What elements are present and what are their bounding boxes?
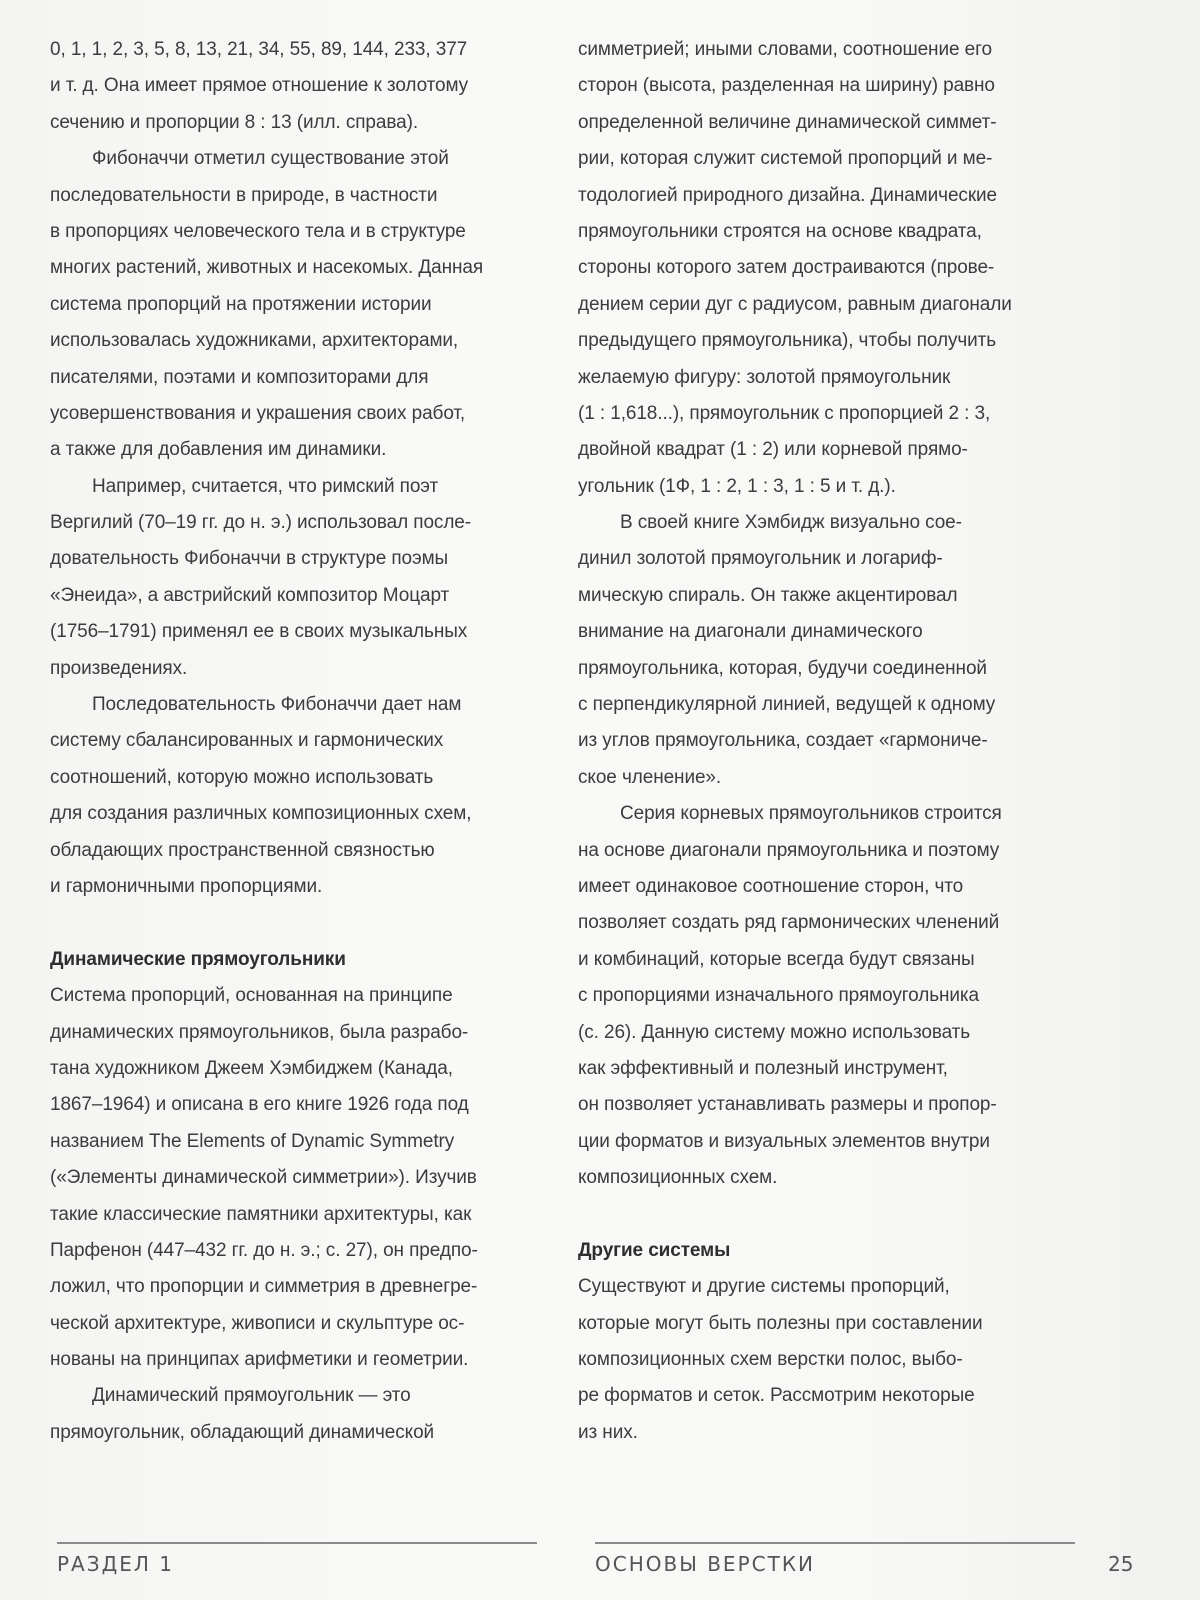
text-line: композиционных схем верстки полос, выбо- xyxy=(578,1349,963,1371)
text-line: имеет одинаковое соотношение сторон, что xyxy=(578,875,964,897)
footer-section-label: РАЗДЕЛ 1 xyxy=(57,1552,174,1576)
text-line: нованы на принципах арифметики и геометрии. xyxy=(50,1349,469,1371)
text-line: (1756–1791) применял ее в своих музыкальных xyxy=(50,621,468,643)
text-line: (с. 26). Данную систему можно использовать xyxy=(578,1021,971,1043)
section-heading: Другие системы xyxy=(578,1239,731,1261)
text-line: которые могут быть полезны при составлении xyxy=(578,1312,983,1334)
paragraph-gap xyxy=(50,905,550,941)
text-line: система пропорций на протяжении истории xyxy=(50,293,432,315)
text-line: тана художником Джеем Хэмбиджем (Канада, xyxy=(50,1057,453,1079)
text-line: Серия корневых прямоугольников строится xyxy=(620,803,1002,825)
text-line: прямоугольника, которая, будучи соединенной xyxy=(578,657,987,679)
text-line: тодологией природного дизайна. Динамические xyxy=(578,184,998,206)
text-line: сторон (высота, разделенная на ширину) равно xyxy=(578,75,995,97)
text-line: и комбинаций, которые всегда будут связаны xyxy=(578,948,975,970)
text-line: обладающих пространственной связностью xyxy=(50,839,435,861)
text-line: с пропорциями изначального прямоугольника xyxy=(578,985,979,1007)
text-line: для создания различных композиционных схем, xyxy=(50,803,472,825)
text-line: (1 : 1,618...), прямоугольник с пропорцией 2 : 3, xyxy=(578,402,991,424)
text-line: многих растений, животных и насекомых. Данная xyxy=(50,257,484,279)
text-line: Последовательность Фибоначчи дает нам xyxy=(92,694,462,716)
text-line: Например, считается, что римский поэт xyxy=(92,475,439,497)
section-heading: Динамические прямоугольники xyxy=(50,948,346,970)
text-line: прямоугольники строятся на основе квадрата, xyxy=(578,220,982,242)
footer-running-title: ОСНОВЫ ВЕРСТКИ xyxy=(595,1552,815,1576)
text-line: позволяет создать ряд гармонических членений xyxy=(578,912,1000,934)
text-line: из них. xyxy=(578,1421,638,1443)
paragraph-gap xyxy=(578,1197,1078,1233)
text-line: симметрией; иными словами, соотношение его xyxy=(578,39,992,60)
text-line: определенной величине динамической симмет- xyxy=(578,111,997,133)
text-line: дением серии дуг с радиусом, равным диагонали xyxy=(578,293,1012,315)
text-line: систему сбалансированных и гармонических xyxy=(50,730,444,752)
text-line: Вергилий (70–19 гг. до н. э.) использовал после- xyxy=(50,512,471,534)
text-line: внимание на диагонали динамического xyxy=(578,621,923,643)
text-line: названием The Elements of Dynamic Symmetry xyxy=(50,1130,455,1152)
text-line: писателями, поэтами и композиторами для xyxy=(50,366,429,388)
page-number: 25 xyxy=(1108,1552,1134,1576)
text-line: динамических прямоугольников, была разрабо- xyxy=(50,1021,469,1043)
text-line: в пропорциях человеческого тела и в структуре xyxy=(50,220,466,242)
text-line: соотношений, которую можно использовать xyxy=(50,766,434,788)
text-line: Система пропорций, основанная на принципе xyxy=(50,985,453,1007)
text-line: и гармоничными пропорциями. xyxy=(50,875,323,897)
text-line: прямоугольник, обладающий динамической xyxy=(50,1421,435,1443)
text-line: он позволяет устанавливать размеры и пропор- xyxy=(578,1094,997,1116)
text-line: Фибоначчи отметил существование этой xyxy=(92,148,449,170)
text-line: усовершенствования и украшения своих работ, xyxy=(50,402,466,424)
text-line: двойной квадрат (1 : 2) или корневой прямо- xyxy=(578,439,968,461)
text-line: ское членение». xyxy=(578,766,722,788)
text-line: как эффективный и полезный инструмент, xyxy=(578,1057,948,1079)
text-line: довательность Фибоначчи в структуре поэмы xyxy=(50,548,449,570)
left-text-column xyxy=(50,32,550,1451)
text-line: стороны которого затем достраиваются (прове- xyxy=(578,257,995,279)
text-line: Существуют и другие системы пропорций, xyxy=(578,1276,950,1298)
text-line: Динамический прямоугольник — это xyxy=(92,1385,411,1407)
text-line: ческой архитектуре, живописи и скульптуре ос- xyxy=(50,1312,465,1334)
footer-rule-right xyxy=(595,1542,1075,1544)
footer-rule-left xyxy=(57,1542,537,1544)
text-line: «Энеида», а австрийский композитор Моцарт xyxy=(50,584,450,606)
text-line: композиционных схем. xyxy=(578,1167,778,1189)
text-line: ции форматов и визуальных элементов внутри xyxy=(578,1130,990,1152)
text-line: ре форматов и сеток. Рассмотрим некоторые xyxy=(578,1385,975,1407)
text-line: мическую спираль. Он также акцентировал xyxy=(578,584,958,606)
text-line: В своей книге Хэмбидж визуально сое- xyxy=(620,512,962,534)
text-line: Парфенон (447–432 гг. до н. э.; с. 27), он предпо- xyxy=(50,1239,478,1261)
text-line: динил золотой прямоугольник и логариф- xyxy=(578,548,943,570)
text-line: использовалась художниками, архитекторами, xyxy=(50,330,459,352)
text-line: произведениях. xyxy=(50,657,188,679)
text-line: такие классические памятники архитектуры, как xyxy=(50,1203,472,1225)
text-line: угольник (1Ф, 1 : 2, 1 : 3, 1 : 5 и т. д.). xyxy=(578,475,896,497)
text-line: с перпендикулярной линией, ведущей к одному xyxy=(578,694,996,716)
text-line: предыдущего прямоугольника), чтобы получить xyxy=(578,330,997,352)
text-line: сечению и пропорции 8 : 13 (илл. справа). xyxy=(50,111,419,133)
text-line: из углов прямоугольника, создает «гармониче- xyxy=(578,730,988,752)
text-line: на основе диагонали прямоугольника и поэтому xyxy=(578,839,1000,861)
text-line: желаемую фигуру: золотой прямоугольник xyxy=(578,366,951,388)
text-line: а также для добавления им динамики. xyxy=(50,439,387,461)
text-line: рии, которая служит системой пропорций и ме- xyxy=(578,148,993,170)
text-line: 1867–1964) и описана в его книге 1926 года под xyxy=(50,1094,469,1116)
text-line: («Элементы динамической симметрии»). Изучив xyxy=(50,1167,477,1189)
text-line: ложил, что пропорции и симметрия в древнегре- xyxy=(50,1276,478,1298)
right-text-column xyxy=(578,32,1078,1451)
text-line: 0, 1, 1, 2, 3, 5, 8, 13, 21, 34, 55, 89, 144, 233, 377 xyxy=(50,39,468,60)
text-line: и т. д. Она имеет прямое отношение к золотому xyxy=(50,75,469,97)
text-line: последовательности в природе, в частности xyxy=(50,184,438,206)
